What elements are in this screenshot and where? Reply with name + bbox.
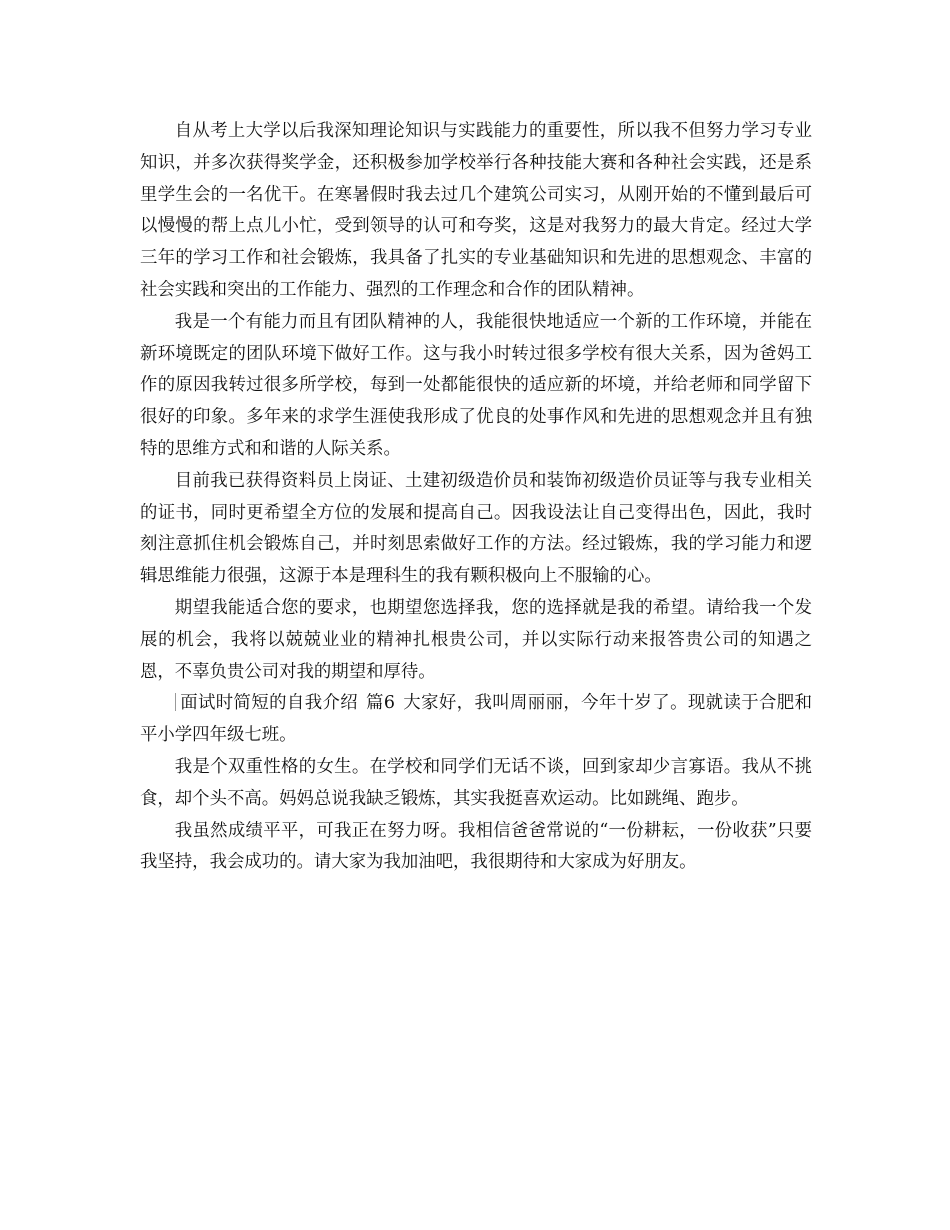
paragraph: 自从考上大学以后我深知理论知识与实践能力的重要性，所以我不但努力学习专业知识，并多次获得奖学金，还积极参加学校举行各种技能大赛和各种社会实践，还是系里学生会的一名优干。在寒暑假时我去过几个建筑公司实习，从刚开始的不懂到最后可以慢慢的帮上点儿小忙，受到领导的认可和夸奖，这是对我努力的最大肯定。经过大学三年的学习工作和社会锻炼，我具备了扎实的专业基础知识和先进的思想观念、丰富的社会实践和突出的工作能力、强烈的工作理念和合作的团队精神。 [140,121,812,300]
text-cursor-marker [175,693,176,711]
section-intro-paragraph [140,688,812,752]
paragraph: 我是个双重性格的女生。在学校和同学们无话不谈，回到家却少言寡语。我从不挑食，却个头不高。妈妈总说我缺乏锻炼，其实我挺喜欢运动。比如跳绳、跑步。 [140,756,812,809]
section-heading: 面试时简短的自我介绍 [179,693,359,714]
document-body [140,116,812,879]
section-intro-text: 大家好，我叫周丽丽，今年十岁了。现就读于合肥和平小学四年级七班。 [140,693,812,746]
paragraph: 我是一个有能力而且有团队精神的人，我能很快地适应一个新的工作环境，并能在新环境既定的团队环境下做好工作。这与我小时转过很多学校有很大关系，因为爸妈工作的原因我转过很多所学校，每到一处都能很快的适应新的坏境，并给老师和同学留下很好的印象。多年来的求学生涯使我形成了优良的处事作风和先进的思想观念并且有独特的思维方式和和谐的人际关系。 [140,311,812,459]
paragraph: 期望我能适合您的要求，也期望您选择我，您的选择就是我的希望。请给我一个发展的机会，我将以兢兢业业的精神扎根贵公司，并以实际行动来报答贵公司的知遇之恩，不辜负贵公司对我的期望和厚待。 [140,597,812,682]
paragraph: 我虽然成绩平平，可我正在努力呀。我相信爸爸常说的“一份耕耘，一份收获”只要我坚持，我会成功的。请大家为我加油吧，我很期待和大家成为好朋友。 [140,820,812,873]
paragraph: 目前我已获得资料员上岗证、土建初级造价员和装饰初级造价员证等与我专业相关的证书，同时更希望全方位的发展和提高自己。因我设法让自己变得出色，因此，我时刻注意抓住机会锻炼自己，并时刻思索做好工作的方法。经过锻炼，我的学习能力和逻辑思维能力很强，这源于本是理科生的我有颗积极向上不服输的心。 [140,470,812,587]
section-number: 篇6 [366,693,395,714]
